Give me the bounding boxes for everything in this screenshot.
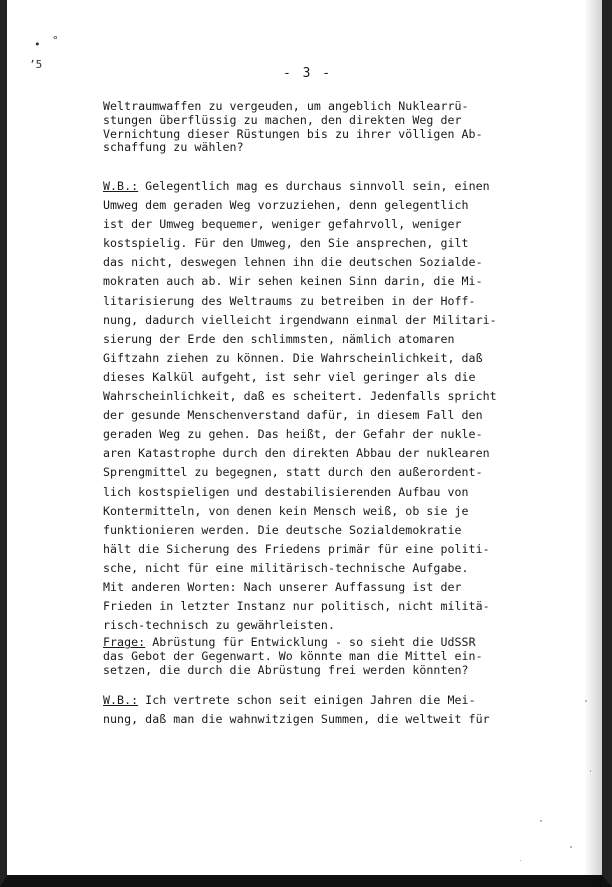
text-line: risch-technisch zu gewährleisten. bbox=[103, 618, 335, 633]
text-line: funktionieren werden. Die deutsche Sozialdemokratie bbox=[103, 522, 462, 537]
question-paragraph-2 bbox=[103, 636, 503, 677]
text-line: sche, nicht für eine militärisch-technische Aufgabe. bbox=[103, 560, 469, 575]
text-line: das nicht, deswegen lehnen ihn die deutschen Sozialde- bbox=[103, 255, 483, 270]
text-line: hält die Sicherung des Friedens primär für eine politi- bbox=[103, 541, 490, 556]
text-line: schaffung zu wählen? bbox=[103, 140, 244, 155]
scan-speck bbox=[570, 846, 572, 848]
scan-speck bbox=[540, 820, 542, 822]
scan-speck bbox=[585, 700, 587, 702]
text-line-start: Ich vertrete schon seit einigen Jahren die Mei- bbox=[138, 693, 476, 707]
text-line: das Gebot der Gegenwart. Wo könnte man die Mittel ein- bbox=[103, 648, 483, 663]
text-line-start: Abrüstung für Entwicklung - so sieht die UdSSR bbox=[145, 635, 476, 649]
scan-mark-ring: ° bbox=[52, 34, 59, 47]
text-line: dieses Kalkül aufgeht, ist sehr viel geringer als die bbox=[103, 369, 476, 384]
text-line: der gesunde Menschenverstand dafür, in diesem Fall den bbox=[103, 408, 483, 423]
scan-shadow bbox=[584, 0, 602, 887]
speaker-label: W.B.: bbox=[103, 693, 139, 707]
text-line: stungen überflüssig zu machen, den direkten Weg der bbox=[103, 112, 462, 127]
text-line: Umweg dem geraden Weg vorzuziehen, denn gelegentlich bbox=[103, 198, 469, 213]
text-line: litarisierung des Weltraums zu betreiben in der Hoff- bbox=[103, 293, 476, 308]
scan-speck bbox=[590, 770, 591, 772]
text-line-start: Gelegentlich mag es durchaus sinnvoll sein, einen bbox=[138, 179, 490, 193]
text-line: aren Katastrophe durch den direkten Abbau der nuklearen bbox=[103, 446, 490, 461]
speaker-label: W.B.: bbox=[103, 179, 139, 193]
question-label: Frage: bbox=[103, 635, 146, 649]
answer-paragraph-2 bbox=[103, 691, 503, 729]
text-line: Wahrscheinlichkeit, daß es scheitert. Jedenfalls spricht bbox=[103, 389, 497, 404]
text-line: geraden Weg zu gehen. Das heißt, der Gefahr der nukle- bbox=[103, 427, 483, 442]
scan-speck bbox=[520, 860, 521, 861]
text-line: Vernichtung dieser Rüstungen bis zu ihrer völligen Ab- bbox=[103, 126, 483, 141]
text-line: Giftzahn ziehen zu können. Die Wahrscheinlichkeit, daß bbox=[103, 350, 483, 365]
text-line: sierung der Erde den schlimmsten, nämlich atomaren bbox=[103, 331, 455, 346]
text-line: Kontermitteln, von denen kein Mensch weiß, ob sie je bbox=[103, 503, 469, 518]
text-line bbox=[103, 177, 503, 196]
text-line: setzen, die durch die Abrüstung frei werden könnten? bbox=[103, 662, 469, 677]
text-line: Weltraumwaffen zu vergeuden, um angeblich Nuklearrü- bbox=[103, 99, 469, 113]
scan-mark-handwritten: ʼ5 bbox=[29, 58, 43, 71]
intro-paragraph bbox=[103, 100, 503, 155]
text-line: Sprengmittel zu begegnen, statt durch den außerordent- bbox=[103, 465, 483, 480]
text-line: kostspielig. Für den Umweg, den Sie ansprechen, gilt bbox=[103, 236, 469, 251]
answer-paragraph-1 bbox=[103, 177, 503, 635]
text-line: Frieden in letzter Instanz nur politisch, nicht militä- bbox=[103, 599, 490, 614]
text-line: lich kostspieligen und destabilisierenden Aufbau von bbox=[103, 484, 469, 499]
text-line: Mit anderen Worten: Nach unserer Auffassung ist der bbox=[103, 579, 462, 594]
text-line: ist der Umweg bequemer, weniger gefahrvoll, weniger bbox=[103, 217, 462, 232]
text-line bbox=[103, 691, 503, 710]
text-line bbox=[103, 636, 503, 650]
page-number: - 3 - bbox=[283, 66, 333, 81]
scan-mark-dot: • bbox=[34, 38, 41, 51]
text-line: nung, dadurch vielleicht irgendwann einmal der Militari- bbox=[103, 312, 497, 327]
text-line: mokraten auch ab. Wir sehen keinen Sinn darin, die Mi- bbox=[103, 274, 483, 289]
text-line: nung, daß man die wahnwitzigen Summen, die weltweit für bbox=[103, 712, 490, 727]
